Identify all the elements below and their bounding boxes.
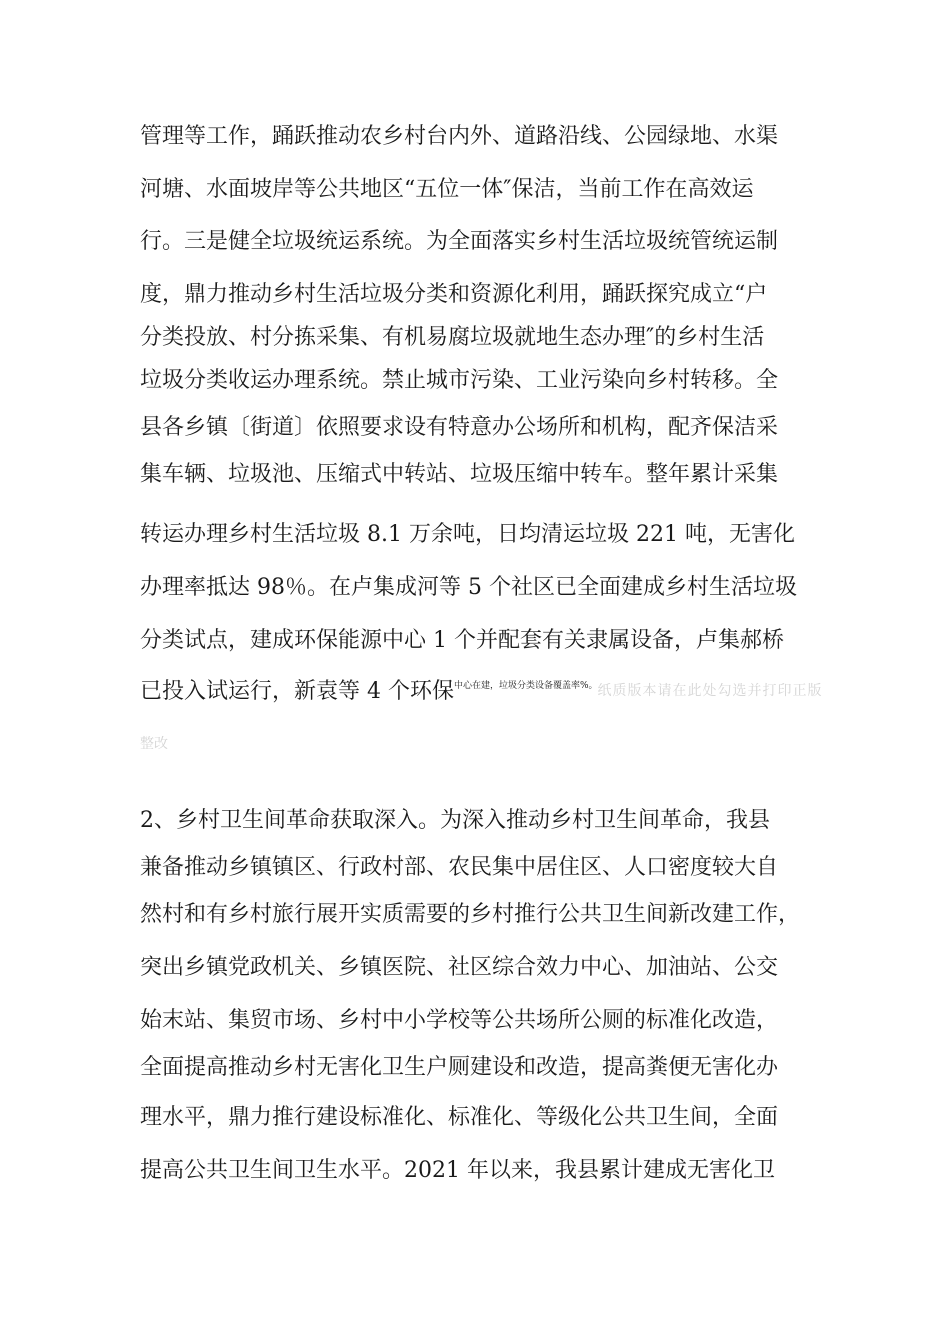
paragraph-1-line-2: 河塘、水面坡岸等公共地区“五位一体″保洁，当前工作在高效运 <box>140 177 754 202</box>
paragraph-1-line-8: 集车辆、垃圾池、压缩式中转站、垃圾压缩中转车。整年累计采集 <box>140 462 779 487</box>
paragraph-1-faint-line: 整改 <box>140 736 168 752</box>
paragraph-2-line-7: 理水平，鼎力推行建设标准化、标准化、等级化公共卫生间，全面 <box>140 1105 779 1130</box>
paragraph-1-line-5: 分类投放、村分拣采集、有机易腐垃圾就地生态办理″的乡村生活 <box>140 325 765 350</box>
paragraph-2-line-6: 全面提高推动乡村无害化卫生户厕建设和改造，提高粪便无害化办 <box>140 1055 779 1080</box>
paragraph-2-line-2: 兼备推动乡镇镇区、行政村部、农民集中居住区、人口密度较大自 <box>140 855 779 880</box>
paragraph-1-line-12-faint-text: 纸质版本请在此处勾选并打印正版 <box>597 683 823 699</box>
paragraph-1-line-6: 垃圾分类收运办理系统。禁止城市污染、工业污染向乡村转移。全 <box>140 368 779 393</box>
paragraph-1-line-12 <box>140 676 823 707</box>
paragraph-2-line-8: 提高公共卫生间卫生水平。2021 年以来，我县累计建成无害化卫 <box>140 1158 775 1183</box>
paragraph-2-line-3: 然村和有乡村旅行展开实质需要的乡村推行公共卫生间新改建工作， <box>140 902 801 927</box>
paragraph-1-line-9: 转运办理乡村生活垃圾 8.1 万余吨，日均清运垃圾 221 吨，无害化 <box>140 522 795 547</box>
paragraph-1-line-7: 县各乡镇〔街道〕依照要求设有特意办公场所和机构，配齐保洁采 <box>140 415 779 440</box>
paragraph-1-line-11: 分类试点，建成环保能源中心 1 个并配套有关隶属设备，卢集郝桥 <box>140 628 784 653</box>
paragraph-2-line-5: 始末站、集贸市场、乡村中小学校等公共场所公厕的标准化改造， <box>140 1008 779 1033</box>
paragraph-1-line-1: 管理等工作，踊跃推动农乡村台内外、道路沿线、公园绿地、水渠 <box>140 124 779 149</box>
paragraph-2-line-1: 2、乡村卫生间革命获取深入。为深入推动乡村卫生间革命，我县 <box>140 808 770 833</box>
paragraph-2-line-4: 突出乡镇党政机关、乡镇医院、社区综合效力中心、加油站、公交 <box>140 955 779 980</box>
paragraph-1-line-10: 办理率抵达 98％。在卢集成河等 5 个社区已全面建成乡村生活垃圾 <box>140 575 797 600</box>
paragraph-1-line-12-small-text: 中心在建，垃圾分类设备覆盖率%。 <box>453 681 598 691</box>
paragraph-1-line-4: 度，鼎力推动乡村生活垃圾分类和资源化利用，踊跃探究成立“户 <box>140 282 768 307</box>
paragraph-1-line-12-main: 已投入试运行，新袁等 4 个环保 <box>140 679 454 704</box>
paragraph-1-line-3: 行。三是健全垃圾统运系统。为全面落实乡村生活垃圾统管统运制 <box>140 229 779 254</box>
